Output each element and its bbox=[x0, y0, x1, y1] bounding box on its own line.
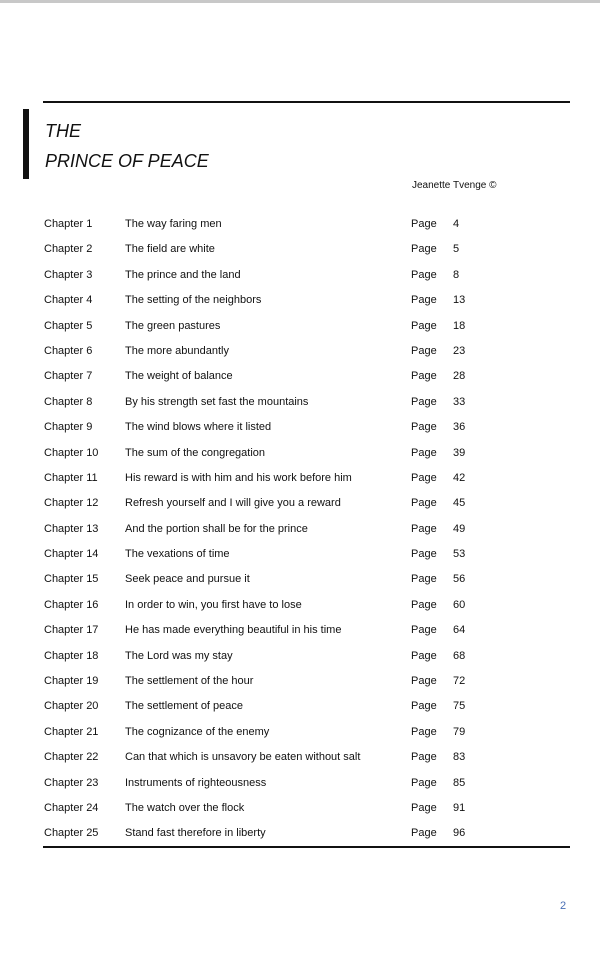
toc-title: The settlement of the hour bbox=[125, 675, 254, 688]
toc-row bbox=[44, 368, 504, 393]
toc-page-number: 36 bbox=[453, 421, 466, 434]
toc-page-number: 60 bbox=[453, 598, 466, 611]
toc-row bbox=[44, 470, 504, 495]
toc-row bbox=[44, 521, 504, 546]
toc-row bbox=[44, 749, 504, 774]
toc-chapter: Chapter 5 bbox=[44, 319, 93, 332]
toc-page-label: Page bbox=[411, 751, 437, 764]
toc-title: The way faring men bbox=[125, 218, 222, 230]
toc-title: His reward is with him and his work before him bbox=[125, 471, 352, 484]
toc-row bbox=[44, 216, 504, 241]
toc-row bbox=[44, 546, 504, 571]
toc-row bbox=[44, 698, 504, 723]
toc-page-number: 33 bbox=[453, 395, 466, 408]
toc-page-number: 23 bbox=[453, 344, 466, 357]
toc-page-number: 83 bbox=[453, 751, 466, 764]
toc-page-number: 18 bbox=[453, 319, 466, 332]
toc-page-number: 5 bbox=[453, 243, 460, 256]
toc-title: The vexations of time bbox=[125, 548, 230, 561]
toc-page-label: Page bbox=[411, 548, 437, 561]
toc-row bbox=[44, 622, 504, 647]
toc-chapter: Chapter 21 bbox=[44, 725, 99, 738]
toc-page-label: Page bbox=[411, 243, 437, 256]
header-rule bbox=[43, 101, 570, 103]
toc-row bbox=[44, 495, 504, 520]
toc-row bbox=[44, 800, 504, 825]
toc-row bbox=[44, 597, 504, 622]
toc-page-label: Page bbox=[411, 827, 437, 840]
toc-page-number: 28 bbox=[453, 370, 466, 383]
toc-chapter: Chapter 22 bbox=[44, 751, 99, 764]
toc-chapter: Chapter 11 bbox=[44, 471, 98, 484]
toc-row bbox=[44, 241, 504, 266]
toc-chapter: Chapter 4 bbox=[44, 294, 93, 307]
toc-page-number: 39 bbox=[453, 446, 466, 459]
toc-title: The weight of balance bbox=[125, 370, 233, 383]
toc-chapter: Chapter 25 bbox=[44, 827, 99, 840]
toc-title: Seek peace and pursue it bbox=[125, 573, 250, 586]
toc-page-label: Page bbox=[411, 370, 437, 383]
toc-page-label: Page bbox=[411, 801, 437, 814]
toc-chapter: Chapter 16 bbox=[44, 598, 99, 611]
toc-chapter: Chapter 23 bbox=[44, 776, 99, 789]
toc-page-label: Page bbox=[411, 218, 437, 230]
top-edge-line bbox=[0, 0, 600, 3]
toc-title: In order to win, you first have to lose bbox=[125, 598, 302, 611]
toc-chapter: Chapter 6 bbox=[44, 344, 93, 357]
toc-title: Stand fast therefore in liberty bbox=[125, 827, 266, 840]
toc-page-number: 64 bbox=[453, 624, 466, 637]
toc-page-number: 72 bbox=[453, 675, 466, 688]
toc-page-label: Page bbox=[411, 725, 437, 738]
toc-chapter: Chapter 19 bbox=[44, 675, 99, 688]
toc-chapter: Chapter 7 bbox=[44, 370, 93, 383]
toc-page-number: 13 bbox=[453, 294, 466, 307]
toc-title: And the portion shall be for the prince bbox=[125, 522, 308, 535]
toc-chapter: Chapter 10 bbox=[44, 446, 99, 459]
toc-title: The settlement of peace bbox=[125, 700, 244, 713]
toc-page-label: Page bbox=[411, 294, 437, 307]
toc-page-number: 53 bbox=[453, 548, 466, 561]
toc-page-label: Page bbox=[411, 700, 437, 713]
toc-chapter: Chapter 15 bbox=[44, 573, 99, 586]
toc-title: Can that which is unsavory be eaten without salt bbox=[125, 751, 361, 764]
toc-row bbox=[44, 343, 504, 368]
toc-page-label: Page bbox=[411, 344, 437, 357]
title-line-1: THE bbox=[45, 121, 81, 141]
toc-page-label: Page bbox=[411, 268, 437, 281]
toc-page-number: 75 bbox=[453, 700, 466, 713]
toc-title: The sum of the congregation bbox=[125, 446, 266, 459]
toc-page-label: Page bbox=[411, 471, 437, 484]
toc-page-label: Page bbox=[411, 421, 437, 434]
toc-title: The Lord was my stay bbox=[125, 649, 233, 662]
toc-row bbox=[44, 318, 504, 343]
toc-chapter: Chapter 12 bbox=[44, 497, 99, 510]
toc-row bbox=[44, 775, 504, 800]
toc-chapter: Chapter 13 bbox=[44, 522, 99, 535]
toc-page-label: Page bbox=[411, 598, 437, 611]
toc-page-label: Page bbox=[411, 446, 437, 459]
toc-row bbox=[44, 267, 504, 292]
toc-row bbox=[44, 394, 504, 419]
table-of-contents bbox=[44, 216, 504, 851]
toc-row bbox=[44, 419, 504, 444]
toc-title: The setting of the neighbors bbox=[125, 294, 262, 307]
toc-row bbox=[44, 724, 504, 749]
toc-chapter: Chapter 9 bbox=[44, 421, 93, 434]
toc-page-label: Page bbox=[411, 776, 437, 789]
toc-chapter: Chapter 8 bbox=[44, 395, 93, 408]
toc-chapter: Chapter 2 bbox=[44, 243, 93, 256]
toc-page-label: Page bbox=[411, 649, 437, 662]
toc-row bbox=[44, 292, 504, 317]
toc-page-label: Page bbox=[411, 573, 437, 586]
toc-page-number: 68 bbox=[453, 649, 466, 662]
toc-title: Refresh yourself and I will give you a reward bbox=[125, 497, 341, 510]
toc-row bbox=[44, 571, 504, 596]
toc-row bbox=[44, 648, 504, 673]
toc-title: The cognizance of the enemy bbox=[125, 725, 270, 738]
toc-page-number: 56 bbox=[453, 573, 466, 586]
toc-page-number: 91 bbox=[453, 801, 466, 814]
toc-chapter: Chapter 18 bbox=[44, 649, 99, 662]
title-side-bar bbox=[23, 109, 29, 179]
toc-page-number: 8 bbox=[453, 268, 460, 281]
toc-page-number: 45 bbox=[453, 497, 466, 510]
toc-page-number: 49 bbox=[453, 522, 466, 535]
toc-page-label: Page bbox=[411, 497, 437, 510]
toc-chapter: Chapter 20 bbox=[44, 700, 99, 713]
toc-page-label: Page bbox=[411, 395, 437, 408]
author-credit: Jeanette Tvenge © bbox=[412, 180, 497, 191]
toc-page-number: 4 bbox=[453, 218, 460, 230]
toc-page-number: 85 bbox=[453, 776, 466, 789]
toc-title: He has made everything beautiful in his time bbox=[125, 624, 342, 637]
toc-row bbox=[44, 673, 504, 698]
toc-title: The watch over the flock bbox=[125, 801, 245, 814]
toc-page-label: Page bbox=[411, 319, 437, 332]
toc-page-number: 96 bbox=[453, 827, 466, 840]
toc-chapter: Chapter 14 bbox=[44, 548, 99, 561]
toc-page-label: Page bbox=[411, 675, 437, 688]
toc-title: The wind blows where it listed bbox=[125, 421, 272, 434]
toc-chapter: Chapter 3 bbox=[44, 268, 93, 281]
footer-rule bbox=[43, 846, 570, 848]
toc-page-number: 79 bbox=[453, 725, 466, 738]
toc-chapter: Chapter 1 bbox=[44, 218, 93, 230]
toc-title: The more abundantly bbox=[125, 344, 229, 357]
title-line-2: PRINCE OF PEACE bbox=[45, 151, 209, 171]
toc-page-label: Page bbox=[411, 624, 437, 637]
toc-title: The green pastures bbox=[125, 319, 221, 332]
toc-title: Instruments of righteousness bbox=[125, 776, 267, 789]
toc-chapter: Chapter 24 bbox=[44, 801, 99, 814]
toc-page-label: Page bbox=[411, 522, 437, 535]
toc-chapter: Chapter 17 bbox=[44, 624, 99, 637]
toc-title: By his strength set fast the mountains bbox=[125, 395, 309, 408]
toc-title: The field are white bbox=[125, 243, 215, 256]
toc-row bbox=[44, 445, 504, 470]
toc-page-number: 42 bbox=[453, 471, 466, 484]
toc-title: The prince and the land bbox=[125, 268, 241, 281]
page-number: 2 bbox=[560, 900, 567, 912]
